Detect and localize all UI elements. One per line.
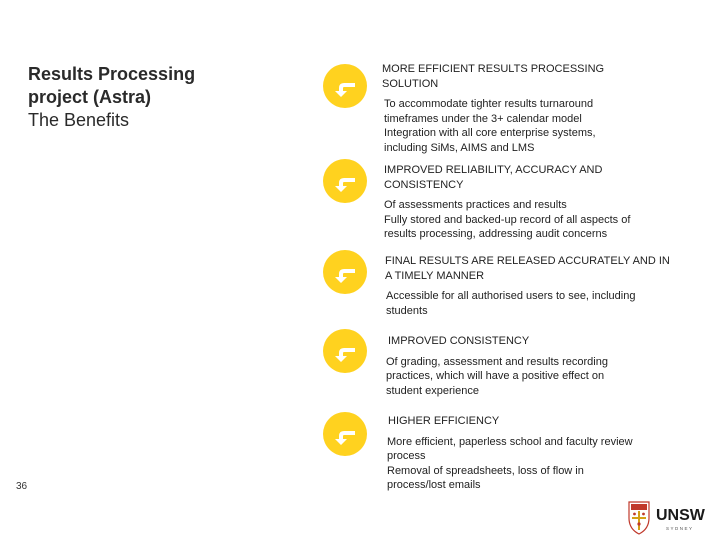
benefit-2-line-2: Fully stored and backed-up record of all aspects of <box>384 213 631 226</box>
benefit-3-heading: FINAL RESULTS ARE RELEASED ACCURATELY AND IN A TIMELY MANNER <box>385 255 670 282</box>
benefit-1-line-1: To accommodate tighter results turnaround <box>384 98 594 110</box>
benefit-5-heading: HIGHER EFFICIENCY <box>388 415 500 427</box>
benefit-2-line-3: results processing, addressing audit concerns <box>384 228 608 240</box>
logo-subtext: SYDNEY <box>666 526 694 531</box>
benefit-4-line-3: student experience <box>386 384 479 397</box>
benefit-4 <box>388 334 688 398</box>
unsw-logo <box>626 496 712 536</box>
benefit-4-line-1: Of grading, assessment and results recording <box>386 355 608 368</box>
benefit-1-line-2: timeframes under the 3+ calendar model <box>384 112 582 125</box>
arrow-up-icon <box>323 64 367 108</box>
benefit-1 <box>382 62 682 155</box>
page-number: 36 <box>16 481 28 492</box>
benefit-5-line-3: Removal of spreadsheets, loss of flow in <box>387 464 584 477</box>
benefit-1-heading: MORE EFFICIENT RESULTS PROCESSING SOLUTION <box>382 63 605 90</box>
benefit-1-line-3: Integration with all core enterprise systems, <box>384 127 596 139</box>
benefit-2-heading: IMPROVED RELIABILITY, ACCURACY AND CONSISTENCY <box>384 164 603 191</box>
title-line-2: project (Astra) <box>28 87 152 107</box>
benefit-2 <box>384 163 684 242</box>
title-line-1: Results Processing <box>28 64 196 84</box>
benefit-3-line-1: Accessible for all authorised users to see, including <box>386 290 636 302</box>
logo-text: UNSW <box>656 507 705 524</box>
benefit-2-line-1: Of assessments practices and results <box>384 199 567 211</box>
benefit-1-line-4: including SiMs, AIMS and LMS <box>384 141 535 154</box>
arrow-up-icon <box>323 250 367 294</box>
benefit-4-heading: IMPROVED CONSISTENCY <box>388 335 530 347</box>
title-line-3: The Benefits <box>28 110 130 130</box>
benefit-5-line-4: process/lost emails <box>387 479 481 491</box>
benefit-5 <box>388 414 688 493</box>
benefit-3 <box>385 254 685 318</box>
benefit-3-line-2: students <box>386 304 428 317</box>
arrow-up-icon <box>323 329 367 373</box>
benefit-4-line-2: practices, which will have a positive effect on <box>386 370 605 382</box>
arrow-up-icon <box>323 412 367 456</box>
benefit-5-line-1: More efficient, paperless school and faculty review <box>387 435 633 448</box>
arrow-up-icon <box>323 159 367 203</box>
benefit-5-line-2: process <box>387 450 426 462</box>
slide-title <box>28 63 268 132</box>
